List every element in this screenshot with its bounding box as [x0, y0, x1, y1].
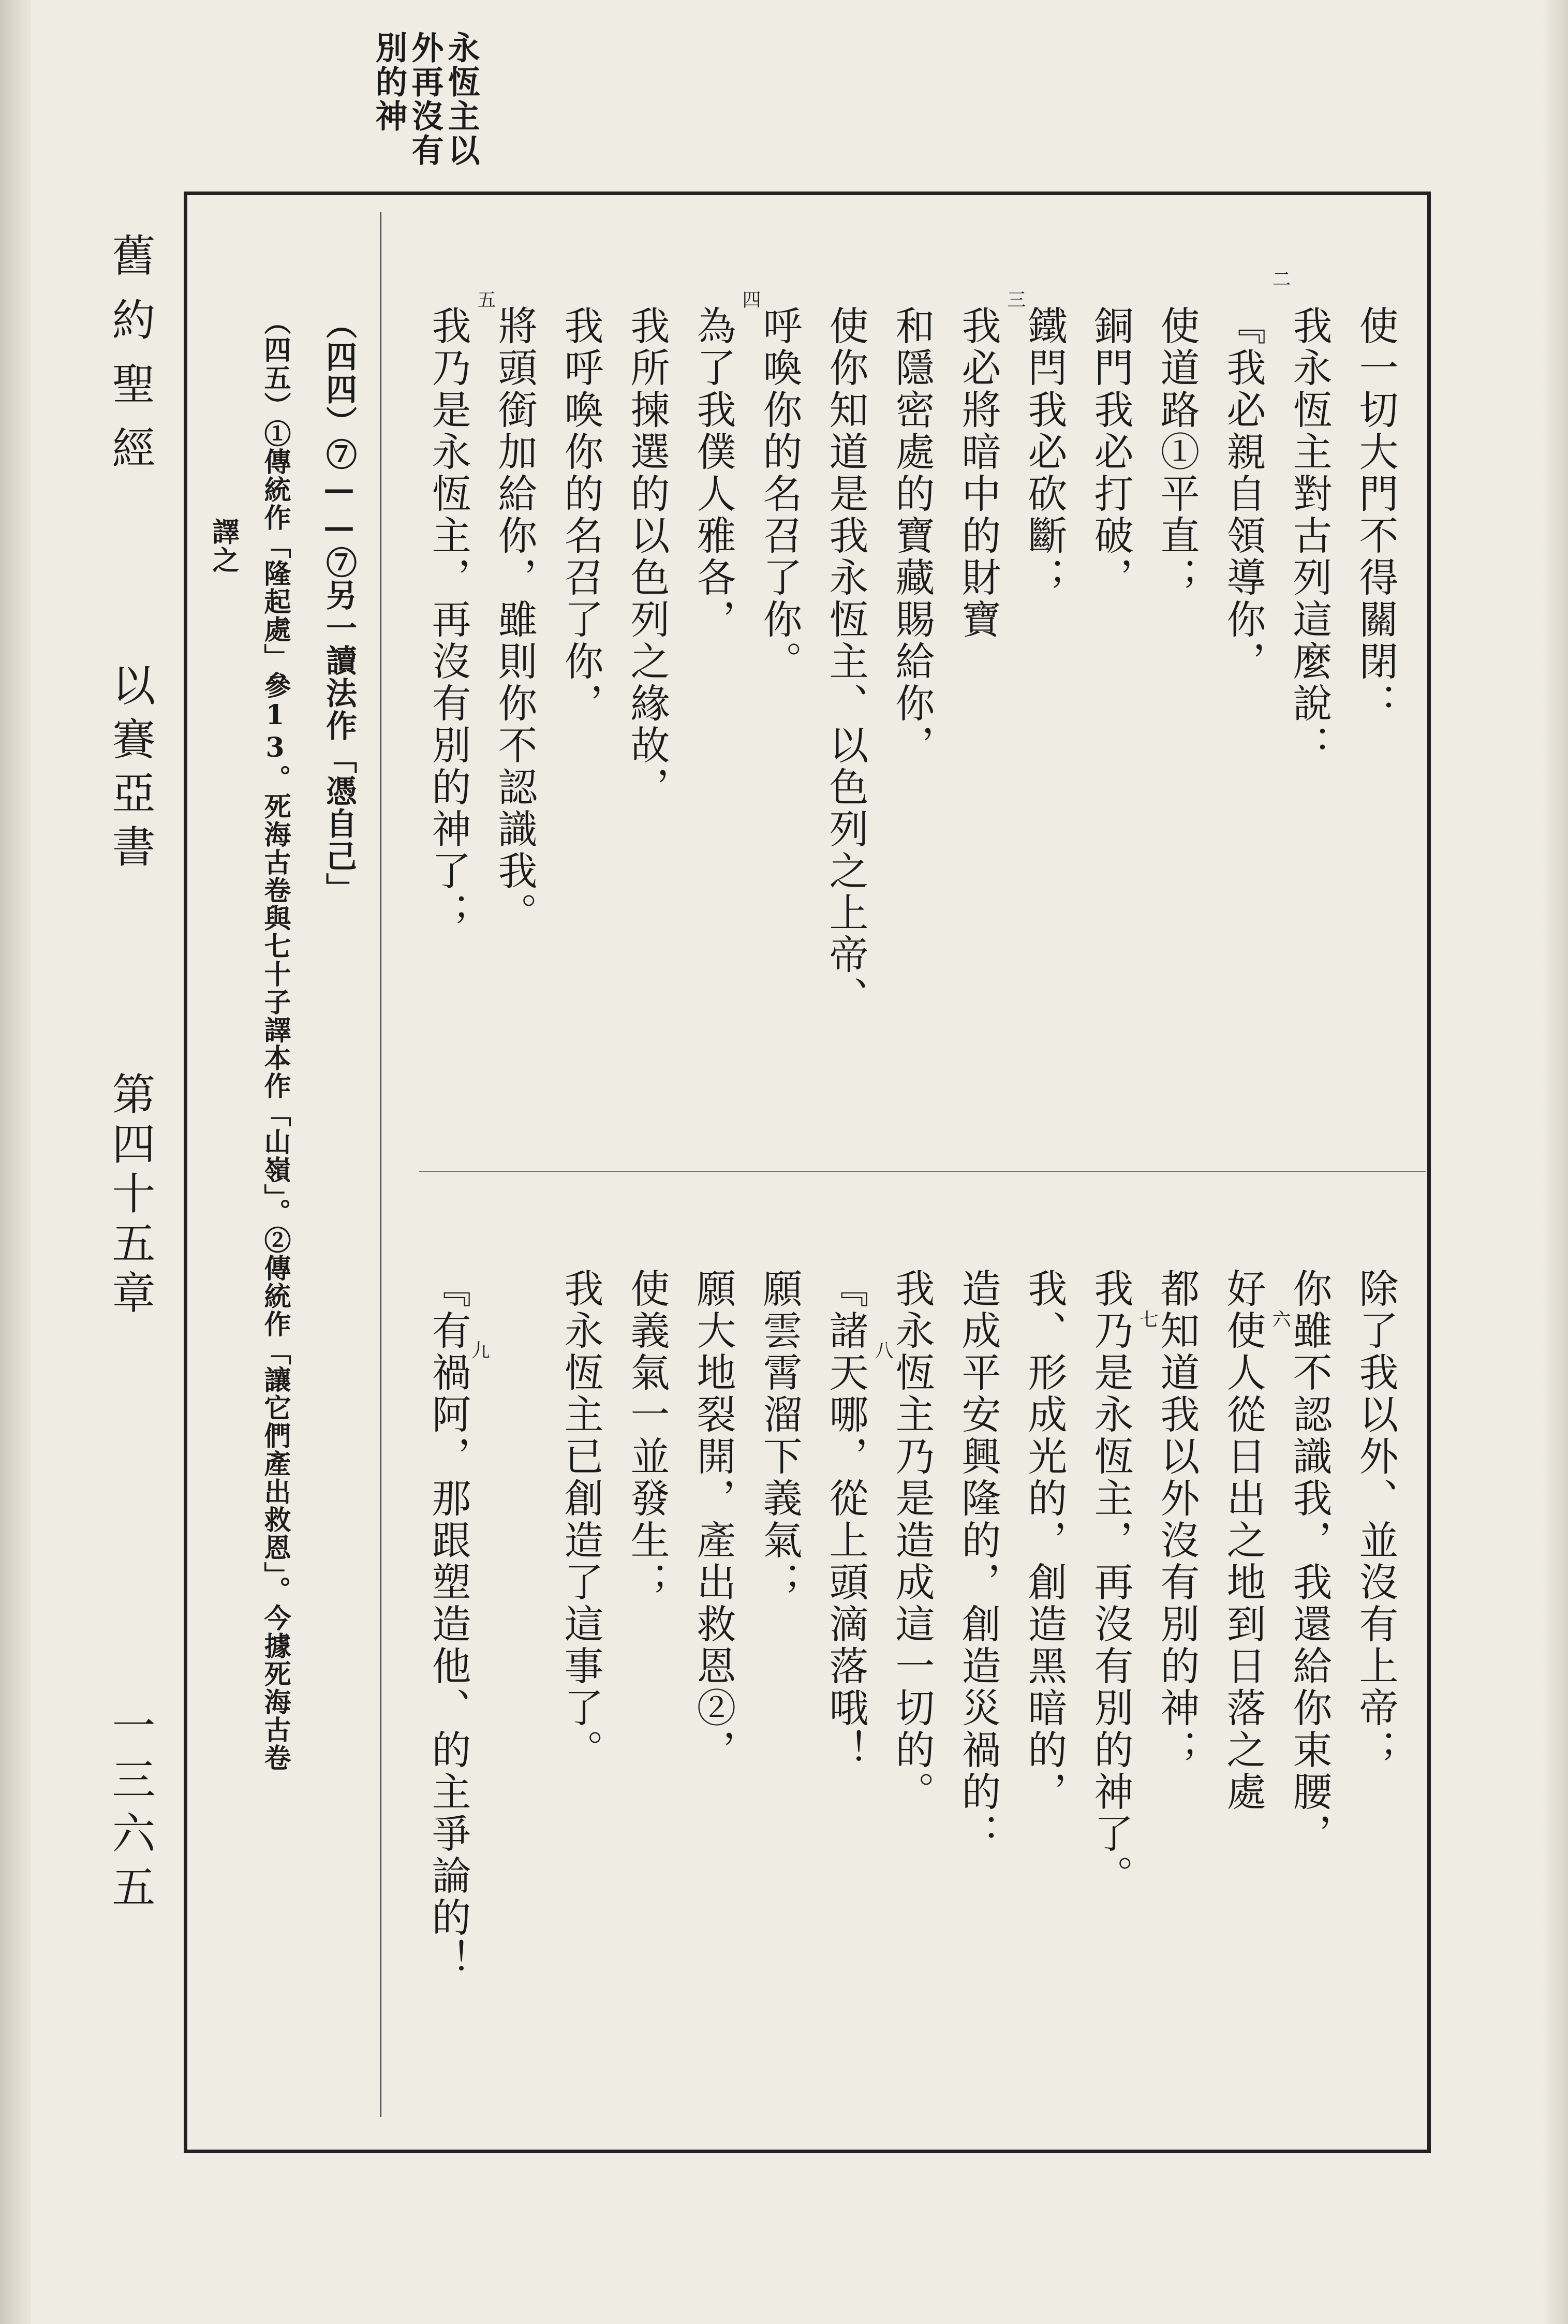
footnote-rule: [380, 212, 381, 2117]
upper-line-9: 使你知道是我永恆主、以色列之上帝、: [823, 305, 869, 1018]
verse-number-2: 二: [1269, 269, 1291, 288]
verse-number-6: 六: [1269, 1310, 1291, 1328]
footnote-45-continued: 譯之: [208, 518, 239, 575]
marginal-gloss-1: 永恆主以: [442, 31, 480, 168]
upper-line-12: 我所揀選的以色列之緣故，: [624, 305, 670, 808]
lower-line-5: 我乃是永恆主，再沒有別的神了。: [1088, 1268, 1134, 1897]
upper-line-7: 我必將暗中的財寶: [955, 305, 1001, 641]
upper-line-6: 鐵閂我必砍斷；: [1022, 305, 1068, 599]
lower-line-7: 造成平安興隆的，創造災禍的：: [955, 1268, 1001, 1855]
lower-line-6: 我、形成光的，創造黑暗的，: [1022, 1268, 1068, 1813]
upper-line-1: 使一切大門不得關閉：: [1353, 305, 1399, 725]
upper-line-2: 我永恆主對古列這麼說：: [1286, 305, 1333, 767]
verse-number-5: 五: [475, 290, 496, 308]
lower-line-9: 『諸天哪，從上頭滴落哦！: [823, 1268, 869, 1771]
page-number: 一三六五: [105, 1703, 156, 1918]
running-head-subtitle: 以賽亞書: [105, 663, 156, 878]
verse-number-4: 四: [739, 290, 761, 308]
running-head-chapter: 第四十五章: [105, 1071, 156, 1320]
upper-line-11: 為了我僕人雅各，: [690, 305, 736, 641]
upper-line-5: 銅門我必打破，: [1088, 305, 1134, 599]
upper-line-4: 使道路①平直；: [1154, 305, 1200, 599]
verse-number-8: 八: [872, 1341, 893, 1359]
footnote-45: （四五）①傳統作「隆起處」參13。死海古卷與七十子譯本作「山嶺」。②傳統作「讓它們產出救恩」。今據死海古卷: [259, 308, 291, 1772]
lower-line-1: 除了我以外、並沒有上帝；: [1353, 1268, 1399, 1771]
lower-line-11: 願大地裂開，產出救恩②，: [690, 1268, 736, 1771]
verse-number-7: 七: [1137, 1310, 1158, 1328]
page-outer-edge: [1542, 0, 1568, 2324]
page-binding-edge: [0, 0, 31, 2324]
upper-line-8: 和隱密處的寶藏賜給你，: [889, 305, 935, 767]
upper-line-3: 『我必親自領導你，: [1220, 305, 1266, 683]
lower-line-4: 都知道我以外沒有別的神；: [1154, 1268, 1200, 1771]
lower-line-10: 願雲霄溜下義氣；: [757, 1268, 803, 1604]
running-head-book: 舊約聖經: [105, 233, 156, 490]
lower-line-14: 『有禍阿，那跟塑造他、的主爭論的！: [425, 1268, 471, 1981]
upper-line-13: 我呼喚你的名召了你，: [558, 305, 604, 725]
lower-line-2: 你雖不認識我，我還給你束腰，: [1286, 1268, 1333, 1855]
section-divider: [419, 1171, 1426, 1172]
verse-number-3: 三: [1004, 290, 1026, 308]
footnote-44: （四四）⑦——⑦另一讀法作「憑自己」: [321, 308, 357, 905]
upper-line-14: 將頭銜加給你，雖則你不認識我。: [492, 305, 538, 934]
lower-line-12: 使義氣一並發生；: [624, 1268, 670, 1604]
upper-line-15: 我乃是永恆主，再沒有別的神了；: [425, 305, 471, 934]
lower-line-8: 我永恆主乃是造成這一切的。: [889, 1268, 935, 1813]
marginal-gloss-2: 外再沒有: [406, 31, 444, 168]
marginal-gloss-3: 別的神: [370, 31, 408, 134]
verse-number-9: 九: [468, 1341, 490, 1359]
lower-line-13: 我永恆主已創造了這事了。: [558, 1268, 604, 1771]
lower-line-3: 好使人從日出之地到日落之處: [1220, 1268, 1266, 1813]
upper-line-10: 呼喚你的名召了你。: [757, 305, 803, 683]
